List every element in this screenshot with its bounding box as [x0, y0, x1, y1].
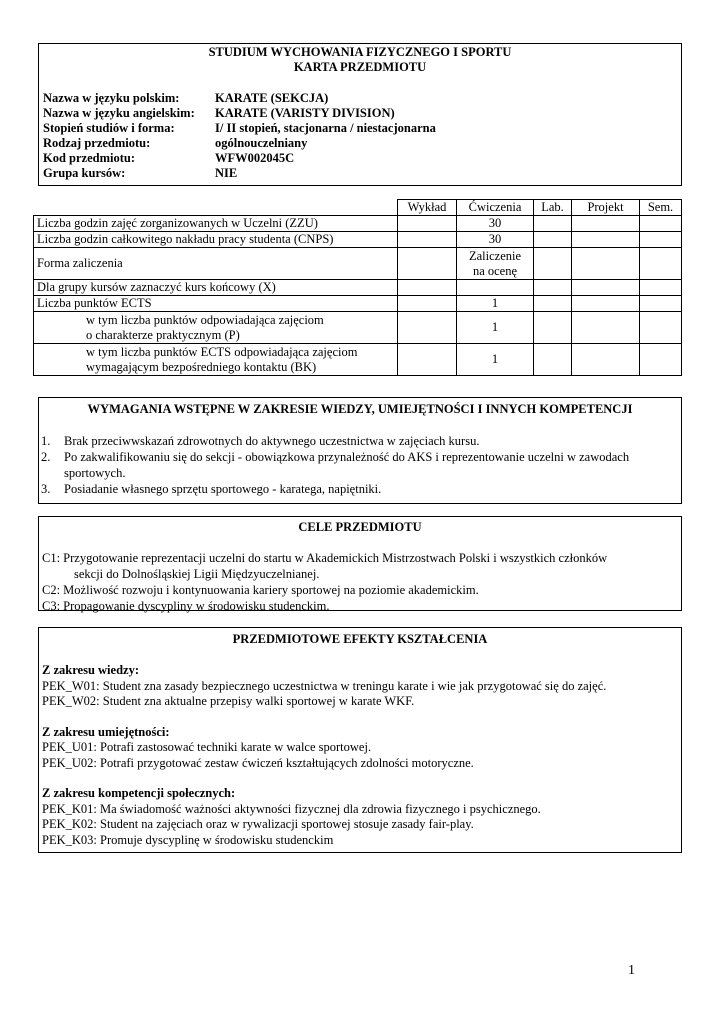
item-text: sportowych.: [64, 466, 126, 480]
list-item: [39, 433, 681, 449]
goal-text: sekcji do Dolnośląskiej Ligii Międzyuczelnianej.: [74, 567, 320, 581]
effect-w02: PEK_W02: Student zna aktualne przepisy walki sportowej w karate WKF.: [42, 694, 415, 708]
empty-header-cell: [34, 200, 398, 216]
header-subtitle: KARTA PRZEDMIOTU: [293, 60, 427, 74]
row-label-line: wymagającym bezpośredniego kontaktu (BK): [86, 359, 317, 374]
field-value: NIE: [215, 166, 238, 180]
goals-box: [38, 516, 682, 611]
field-label: Kod przedmiotu:: [43, 151, 136, 165]
cell-value: 30: [457, 232, 534, 248]
knowledge-heading: Z zakresu wiedzy:: [42, 663, 139, 677]
requirements-title: WYMAGANIA WSTĘPNE W ZAKRESIE WIEDZY, UMIEJĘTNOŚCI I INNYCH KOMPETENCJI: [87, 402, 633, 416]
effect-u01: PEK_U01: Potrafi zastosować techniki karate w walce sportowej.: [42, 740, 372, 754]
row-label-line: w tym liczba punktów ECTS odpowiadająca zajęciom: [86, 344, 358, 359]
cell-value: 1: [457, 344, 534, 376]
requirements-box: [38, 397, 682, 504]
field-english-name: [43, 106, 677, 121]
item-text: Brak przeciwwskazań zdrowotnych do aktywnego uczestnictwa w zajęciach kursu.: [64, 434, 480, 448]
course-header-box: [38, 43, 682, 186]
skills-heading: Z zakresu umiejętności:: [42, 724, 170, 739]
col-header-lab: Lab.: [534, 200, 572, 216]
goal-c1: [39, 550, 681, 582]
cell-value-line: Zaliczenie: [468, 248, 522, 263]
cell-value-line: na ocenę: [472, 263, 518, 278]
goal-c3: C3: Propagowanie dyscypliny w środowisku studenckim.: [42, 599, 330, 613]
row-label: Liczba godzin całkowitego nakładu pracy studenta (CNPS): [34, 232, 398, 248]
col-header-projekt: Projekt: [572, 200, 640, 216]
field-value: ogólnouczelniany: [215, 136, 308, 150]
table-header-row: [34, 200, 682, 216]
list-item: [39, 449, 681, 481]
row-label: Liczba punktów ECTS: [34, 296, 398, 312]
field-value: KARATE (SEKCJA): [215, 91, 329, 105]
row-label: Liczba godzin zajęć zorganizowanych w Uczelni (ZZU): [34, 216, 398, 232]
col-header-wyklad: Wykład: [398, 200, 457, 216]
field-value: I/ II stopień, stacjonarna / niestacjonarna: [215, 121, 436, 135]
social-heading: Z zakresu kompetencji społecznych:: [42, 786, 236, 800]
field-polish-name: [43, 91, 677, 106]
cell-value: 30: [457, 216, 534, 232]
col-header-cwiczenia: Ćwiczenia: [457, 200, 534, 216]
table-row: [34, 280, 682, 296]
page-number: 1: [628, 963, 635, 978]
item-text: Posiadanie własnego sprzętu sportowego - karatega, napiętniki.: [64, 482, 382, 496]
goal-text: C1: Przygotowanie reprezentacji uczelni do startu w Akademickich Mistrzostwach Polski i wszystkich członków: [42, 551, 608, 565]
goals-title: CELE PRZEDMIOTU: [298, 520, 422, 534]
table-row: [34, 232, 682, 248]
row-label-line: o charakterze praktycznym (P): [86, 327, 240, 342]
table-row: [34, 216, 682, 232]
field-label: Rodzaj przedmiotu:: [43, 136, 151, 150]
item-text: Po zakwalifikowaniu się do sekcji - obowiązkowa przynależność do AKS i reprezentowanie uczelni w zawodach: [64, 450, 630, 464]
field-label: Grupa kursów:: [43, 166, 126, 180]
effect-u02: PEK_U02: Potrafi przygotować zestaw ćwiczeń kształtujących zdolności motoryczne.: [42, 755, 474, 770]
cell-value: 1: [457, 296, 534, 312]
field-course-group: [43, 166, 677, 181]
effect-k02: PEK_K02: Student na zajęciach oraz w rywalizacji sportowej stosuje zasady fair-play.: [42, 817, 474, 831]
cell-value: 1: [457, 312, 534, 344]
header-title: STUDIUM WYCHOWANIA FIZYCZNEGO I SPORTU: [208, 45, 512, 59]
requirements-list: [39, 433, 681, 497]
hours-table: [33, 199, 682, 376]
item-number: 2.: [41, 450, 51, 464]
field-study-level: [43, 121, 677, 136]
field-course-code: [43, 151, 677, 166]
effect-w01: PEK_W01: Student zna zasady bezpiecznego uczestnictwa w treningu karate i wie jak przygotować się do zajęć.: [42, 678, 607, 693]
item-number: 1.: [41, 434, 51, 448]
effect-k01: PEK_K01: Ma świadomość ważności aktywności fizycznej dla zdrowia fizycznego i psychicznego.: [42, 801, 541, 816]
row-label: [34, 312, 398, 344]
goal-c2: C2: Możliwość rozwoju i kontynuowania kariery sportowej na poziomie akademickim.: [42, 583, 479, 597]
field-label: Nazwa w języku angielskim:: [43, 106, 195, 120]
cell-value: [457, 248, 534, 280]
table-row: [34, 312, 682, 344]
row-label-line: w tym liczba punktów odpowiadająca zajęciom: [86, 312, 324, 327]
learning-effects-box: [38, 627, 682, 853]
effect-k03: PEK_K03: Promuje dyscyplinę w środowisku studenckim: [42, 832, 334, 847]
table-row: [34, 296, 682, 312]
field-label: Stopień studiów i forma:: [43, 121, 175, 135]
effects-title: PRZEDMIOTOWE EFEKTY KSZTAŁCENIA: [232, 632, 488, 646]
table-row: [34, 248, 682, 280]
list-item: [39, 481, 681, 497]
field-course-type: [43, 136, 677, 151]
row-label: Forma zaliczenia: [34, 248, 398, 280]
field-value: KARATE (VARISTY DIVISION): [215, 106, 395, 120]
field-label: Nazwa w języku polskim:: [43, 91, 180, 105]
row-label: [34, 344, 398, 376]
row-label: Dla grupy kursów zaznaczyć kurs końcowy (X): [34, 280, 398, 296]
col-header-sem: Sem.: [640, 200, 682, 216]
item-number: 3.: [41, 482, 51, 496]
table-row: [34, 344, 682, 376]
field-value: WFW002045C: [215, 151, 295, 165]
